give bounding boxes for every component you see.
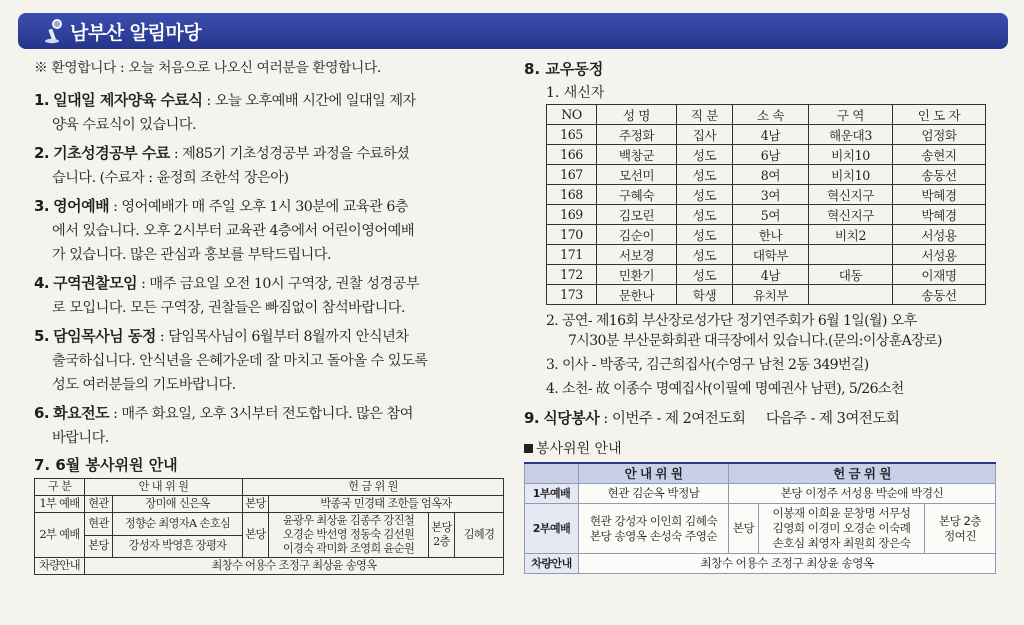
table-cell: 4남 <box>733 125 809 145</box>
table-cell: 송동선 <box>893 285 986 305</box>
service-table-june <box>34 478 504 575</box>
table-row <box>547 165 986 185</box>
cell: 본당 2층 <box>429 513 455 558</box>
table-cell: 비치2 <box>809 225 893 245</box>
square-bullet-icon <box>524 444 533 453</box>
table-row <box>547 205 986 225</box>
table-row <box>547 225 986 245</box>
offer-line: 김영희 이경미 오경순 이숙례 <box>772 521 911 535</box>
page-title: 남부산 알림마당 <box>70 21 202 44</box>
table-cell: 백창군 <box>597 145 677 165</box>
welcome-note: ※ 환영합니다 : 오늘 처음으로 나오신 여러분을 환영합니다. <box>34 60 381 76</box>
row-label: 2부예배 <box>525 504 579 554</box>
item-text: : 영어예배가 매 주일 오후 1시 30분에 교육관 6층 <box>109 199 409 215</box>
table-cell: 성도 <box>677 145 733 165</box>
item-text: 출국하십니다. 안식년을 은혜가운데 잘 마치고 돌아올 수 있도록 <box>52 353 428 369</box>
item-heading: 구역권찰모임 <box>53 274 138 292</box>
news-text: 3. 이사 - 박종국, 김근희집사(수영구 남천 2동 349번길) <box>546 357 869 373</box>
table-cell: 3여 <box>733 185 809 205</box>
cell: 강성자 박영흔 장평자 <box>113 535 243 558</box>
cell: 최창수 어용수 조정구 최상윤 송영옥 <box>579 554 996 574</box>
table-cell: 성도 <box>677 205 733 225</box>
table-cell: 서성용 <box>893 225 986 245</box>
item-heading: 화요전도 <box>53 404 110 422</box>
row-label: 1부예배 <box>525 484 579 504</box>
table-cell <box>809 245 893 265</box>
cell: 본당 <box>85 535 113 558</box>
cell: 현관 김순옥 박정남 <box>579 484 729 504</box>
microphone-icon <box>44 18 66 44</box>
newcomer-table <box>546 104 986 305</box>
table-cell: 169 <box>547 205 597 225</box>
section-8-title: 8. 교우동정 <box>524 60 604 78</box>
table-cell: 집사 <box>677 125 733 145</box>
section-7-title: 7. 6월 봉사위원 안내 <box>34 456 178 474</box>
column-header: NO <box>547 105 597 125</box>
cell: 본당 <box>243 513 269 558</box>
table-cell: 송현지 <box>893 145 986 165</box>
table-cell: 송동선 <box>893 165 986 185</box>
table-cell: 유치부 <box>733 285 809 305</box>
table-cell: 대학부 <box>733 245 809 265</box>
item-number: 1. <box>34 91 50 109</box>
news-text: 4. 소천- 故 이종수 명예집사(이필예 명예권사 남편), 5/26소천 <box>546 381 904 397</box>
item-text: 양육 수료식이 있습니다. <box>52 117 197 133</box>
table-cell: 한나 <box>733 225 809 245</box>
item-text: 성도 여러분들의 기도바랍니다. <box>52 377 236 393</box>
table-cell: 구혜숙 <box>597 185 677 205</box>
item-heading: 일대일 제자양육 수료식 <box>53 91 203 109</box>
right-column <box>524 58 994 574</box>
table-cell: 성도 <box>677 245 733 265</box>
item-text: : 담임목사님이 6월부터 8월까지 안식년차 <box>155 329 409 345</box>
cell <box>269 513 429 558</box>
table-cell: 혁신지구 <box>809 185 893 205</box>
table-row <box>547 145 986 165</box>
news-text: 2. 공연- 제16회 부산장로성가단 정기연주회가 6월 1일(월) 오후 <box>546 313 917 329</box>
section-9-text: : 이번주 - 제 2여전도회 다음주 - 제 3여전도회 <box>599 411 900 427</box>
cell: 장미애 신은옥 <box>113 496 243 513</box>
table-cell: 166 <box>547 145 597 165</box>
item-text: 로 모입니다. 모든 구역장, 권찰들은 빠짐없이 참석바랍니다. <box>52 300 406 316</box>
table-cell: 6남 <box>733 145 809 165</box>
column-header: 인 도 자 <box>893 105 986 125</box>
table-cell: 모선미 <box>597 165 677 185</box>
item-text: : 매주 화요일, 오후 3시부터 전도합니다. 많은 참여 <box>109 406 413 422</box>
offer-line: 오경순 박선영 정동숙 김선원 <box>282 528 415 541</box>
table-cell: 173 <box>547 285 597 305</box>
guide-line: 본당 송영옥 손성숙 주영순 <box>589 528 718 543</box>
news-item <box>546 379 994 399</box>
table-cell: 4남 <box>733 265 809 285</box>
guide-line: 현관 강성자 이인희 김혜숙 <box>589 513 718 528</box>
row-label: 차량안내 <box>525 554 579 574</box>
table-cell: 171 <box>547 245 597 265</box>
table-header <box>525 463 579 484</box>
column-header: 직 분 <box>677 105 733 125</box>
table-cell: 박혜경 <box>893 205 986 225</box>
column-header: 소 속 <box>733 105 809 125</box>
table-row <box>547 265 986 285</box>
left-column <box>34 58 504 575</box>
service-guide-title: 봉사위원 안내 <box>524 438 994 458</box>
table-cell: 성도 <box>677 225 733 245</box>
table-cell: 대동 <box>809 265 893 285</box>
offer-line: 이경숙 곽미화 조영희 윤순원 <box>282 542 415 555</box>
table-cell: 혁신지구 <box>809 205 893 225</box>
item-text: 가 있습니다. 많은 관심과 홍보를 부탁드립니다. <box>52 247 331 263</box>
notice-item <box>34 324 504 397</box>
table-cell: 주정화 <box>597 125 677 145</box>
section-9-num: 9. <box>524 409 540 427</box>
table-header: 헌 금 위 원 <box>729 463 996 484</box>
service-guide-table <box>524 462 996 574</box>
item-text: 에서 있습니다. 오후 2시부터 교육관 4층에서 어린이영어예배 <box>52 223 415 239</box>
offer-line: 손호심 최영자 최원희 장은숙 <box>772 536 911 550</box>
table-cell: 성도 <box>677 265 733 285</box>
header-banner <box>18 13 1008 49</box>
table-row <box>547 285 986 305</box>
cell: 정향순 최영자A 손호심 <box>113 513 243 536</box>
table-cell: 학생 <box>677 285 733 305</box>
table-cell: 김모린 <box>597 205 677 225</box>
section-9-title: 식당봉사 <box>543 409 600 427</box>
table-cell: 비치10 <box>809 145 893 165</box>
notice-item <box>34 271 504 320</box>
cell: 최창수 어용수 조정구 최상윤 송영옥 <box>85 558 504 575</box>
news-item <box>546 355 994 375</box>
table-cell: 165 <box>547 125 597 145</box>
table-cell: 비치10 <box>809 165 893 185</box>
item-number: 5. <box>34 327 50 345</box>
newcomer-subtitle: 1. 새신자 <box>546 85 605 101</box>
row-label: 2부 예배 <box>35 513 85 558</box>
cell: 본당 2층 정여진 <box>925 504 996 554</box>
cell: 본당 <box>243 496 269 513</box>
table-cell: 엄정화 <box>893 125 986 145</box>
table-row <box>547 185 986 205</box>
notice-item <box>34 401 504 450</box>
section-9 <box>524 407 994 428</box>
table-cell: 박혜경 <box>893 185 986 205</box>
table-cell: 민환기 <box>597 265 677 285</box>
table-cell: 167 <box>547 165 597 185</box>
table-cell: 5여 <box>733 205 809 225</box>
table-cell: 이재명 <box>893 265 986 285</box>
cell: 박종국 민경태 조한들 엄옥자 <box>269 496 504 513</box>
table-row <box>547 125 986 145</box>
table-cell: 서보경 <box>597 245 677 265</box>
table-row <box>547 245 986 265</box>
offer-line: 윤광우 최상윤 김종주 강진철 <box>282 514 415 527</box>
table-cell <box>809 285 893 305</box>
table-header: 구 분 <box>35 479 85 496</box>
item-number: 4. <box>34 274 50 292</box>
row-label: 1부 예배 <box>35 496 85 513</box>
item-number: 6. <box>34 404 50 422</box>
table-header: 안 내 위 원 <box>85 479 243 496</box>
table-cell: 해운대3 <box>809 125 893 145</box>
table-cell: 김순이 <box>597 225 677 245</box>
row-label: 차량안내 <box>35 558 85 575</box>
item-heading: 담임목사님 동정 <box>53 327 156 345</box>
item-text: 습니다. (수료자 : 윤정희 조한석 장은아) <box>52 170 289 186</box>
cell: 현관 <box>85 496 113 513</box>
news-text: 7시30분 부산문화회관 대극장에서 있습니다.(문의:이상훈A장로) <box>568 333 942 349</box>
cell <box>579 504 729 554</box>
item-number: 3. <box>34 197 50 215</box>
table-cell: 성도 <box>677 185 733 205</box>
news-item <box>546 311 994 351</box>
notice-item <box>34 141 504 190</box>
cell <box>759 504 925 554</box>
notice-item <box>34 88 504 137</box>
item-text: : 오늘 오후예배 시간에 일대일 제자 <box>202 93 416 109</box>
cell: 본당 이정주 서성용 박순애 박경신 <box>729 484 996 504</box>
table-cell: 8여 <box>733 165 809 185</box>
item-heading: 영어예배 <box>53 197 110 215</box>
item-text: : 제85기 기초성경공부 과정을 수료하셨 <box>169 146 410 162</box>
table-cell: 성도 <box>677 165 733 185</box>
offer-line: 이봉재 이희윤 문창명 서무성 <box>772 506 911 520</box>
table-cell: 170 <box>547 225 597 245</box>
table-cell: 문한나 <box>597 285 677 305</box>
notice-item <box>34 194 504 267</box>
table-cell: 168 <box>547 185 597 205</box>
item-heading: 기초성경공부 수료 <box>53 144 170 162</box>
item-text: 바랍니다. <box>52 430 109 446</box>
item-text: : 매주 금요일 오전 10시 구역장, 권찰 성경공부 <box>137 276 420 292</box>
column-header: 성 명 <box>597 105 677 125</box>
cell: 김혜경 <box>455 513 504 558</box>
cell: 본당 <box>729 504 759 554</box>
column-header: 구 역 <box>809 105 893 125</box>
table-header: 헌 금 위 원 <box>243 479 504 496</box>
table-cell: 172 <box>547 265 597 285</box>
table-cell: 서성용 <box>893 245 986 265</box>
cell: 현관 <box>85 513 113 536</box>
item-number: 2. <box>34 144 50 162</box>
table-header: 안 내 위 원 <box>579 463 729 484</box>
